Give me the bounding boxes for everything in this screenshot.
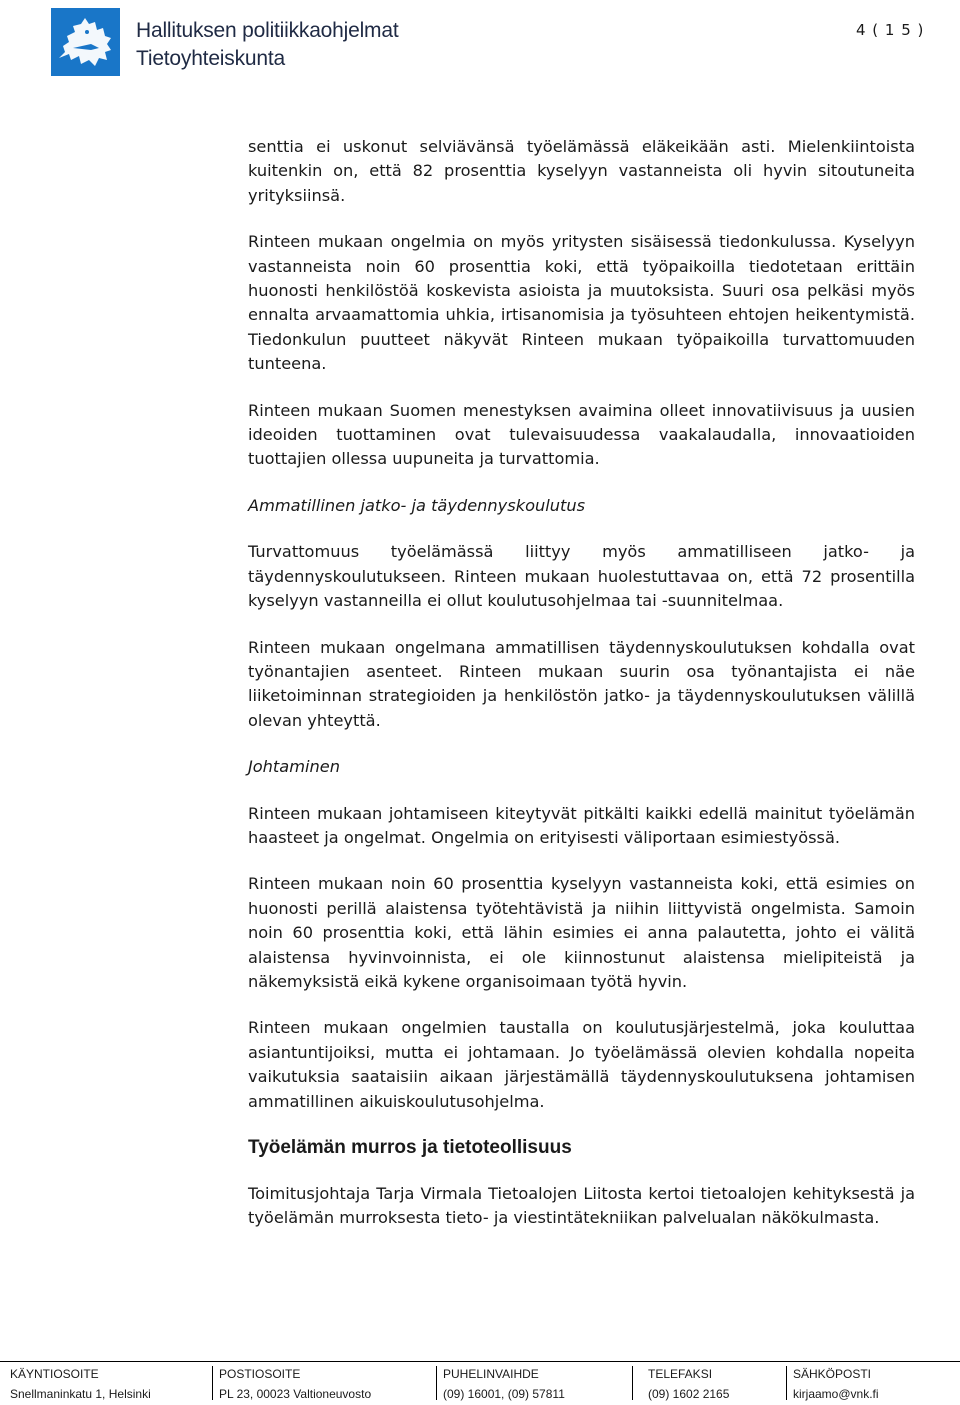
paragraph: Rinteen mukaan johtamiseen kiteytyvät pitkälti kaikki edellä mainitut työelämän haasteet ja ongelmat. Ongelmia on erityisesti väliportaan esimiestyössä. [248,803,915,847]
paragraph: Rinteen mukaan ongelmien taustalla on koulutusjärjestelmä, joka kouluttaa asiantuntijoiksi, mutta ei johtamaan. Jo työelämässä olevien kohdalla nopeita vaikutuksia saataisiin aikaan järjestämällä täydennyskoulutuksena johtamisen ammatillinen aikuiskoulutusohjelma. [248,1018,915,1111]
footer-value: (09) 1602 2165 [648,1387,730,1401]
footer-label: SÄHKÖPOSTI [793,1367,872,1381]
org-title: Hallituksen politiikkaohjelmat [136,19,399,42]
footer-separator [212,1366,213,1400]
paragraph: Rinteen mukaan Suomen menestyksen avaimina olleet innovatiivisuus ja uusien ideoiden tuottaminen ovat tulevaisuudessa vaakalaudalla, innovaatioiden tuottajien ollessa uupuneita ja turvattomia. [248,400,915,469]
section-heading: Työelämän murros ja tietoteollisuus [248,1137,572,1158]
footer-value[interactable]: kirjaamo@vnk.fi [793,1387,879,1401]
organization-name [136,18,398,72]
subheading: Ammatillinen jatko- ja täydennyskoulutus [248,495,586,515]
org-subtitle: Tietoyhteiskunta [136,47,285,70]
page-number: 4 ( 1 5 ) [856,21,925,39]
subheading: Johtaminen [248,757,340,777]
footer-label: PUHELINVAIHDE [443,1367,539,1381]
footer-separator [786,1366,787,1400]
footer-separator [632,1366,633,1400]
footer-label: TELEFAKSI [648,1367,713,1381]
paragraph: Toimitusjohtaja Tarja Virmala Tietoalojen Liitosta kertoi tietoalojen kehityksestä ja työelämän murroksesta tieto- ja viestintätekniikan palvelualan näkökulmasta. [248,1184,915,1228]
footer-visiting-address [10,1364,151,1404]
footer-fax [648,1364,729,1404]
footer-value: Snellmaninkatu 1, Helsinki [10,1387,151,1401]
footer-value: PL 23, 00023 Valtioneuvosto [219,1387,372,1401]
footer-divider [0,1361,960,1362]
footer-value: (09) 16001, (09) 57811 [443,1387,565,1401]
footer-label: KÄYNTIOSOITE [10,1367,99,1381]
lion-emblem-icon [51,8,120,76]
footer-email [793,1364,879,1404]
paragraph: Turvattomuus työelämässä liittyy myös ammatilliseen jatko- ja täydennyskoulutukseen. Rinteen mukaan huolestuttavaa on, että 72 prosentilla kyselyyn vastanneilla ei ollut koulutusohjelmaa tai -suunnitelmaa. [248,542,915,611]
paragraph: Rinteen mukaan ongelmia on myös yritysten sisäisessä tiedonkulussa. Kyselyyn vastanneista noin 60 prosenttia koki, että työpaikoilla tiedotetaan erittäin huonosti henkilöstöä koskevista asioista ja muutoksista. Suuri osa pelkäsi myös ennalta arvaamattomia uhkia, irtisanomisia ja työsuhteen ehtojen heikentymistä. Tiedonkulun puutteet näkyvät Rinteen mukaan työpaikoilla turvattomuuden tunteena. [248,232,915,374]
government-lion-logo [51,8,120,76]
footer-separator [436,1366,437,1400]
footer-postal-address [219,1364,371,1404]
paragraph: Rinteen mukaan ongelmana ammatillisen täydennyskoulutuksen kohdalla ovat työnantajien asenteet. Rinteen mukaan suurin osa työnantajista ei näe liiketoiminnan strategioiden ja henkilöstön jatko- ja täydennyskoulutuksen välillä olevan yhteyttä. [248,637,915,730]
paragraph: Rinteen mukaan noin 60 prosenttia kyselyyn vastanneista koki, että esimies on huonosti perillä alaistensa työtehtävistä ja niihin liittyvistä ongelmista. Samoin noin 60 prosenttia koki, että lähin esimies ei anna palautetta, johto ei välitä alaistensa hyvinvoinnista, ei ole kiinnostunut alaistensa mielipiteistä ja näkemyksistä eikä kykene organisoimaan työtä hyvin. [248,874,915,991]
paragraph: senttia ei uskonut selviävänsä työelämässä eläkeikään asti. Mielenkiintoista kuitenkin on, että 82 prosenttia kyselyyn vastanneista oli hyvin sitoutuneita yrityksiinsä. [248,137,915,205]
footer-label: POSTIOSOITE [219,1367,301,1381]
document-body [248,135,915,1231]
footer-switchboard [443,1364,565,1404]
